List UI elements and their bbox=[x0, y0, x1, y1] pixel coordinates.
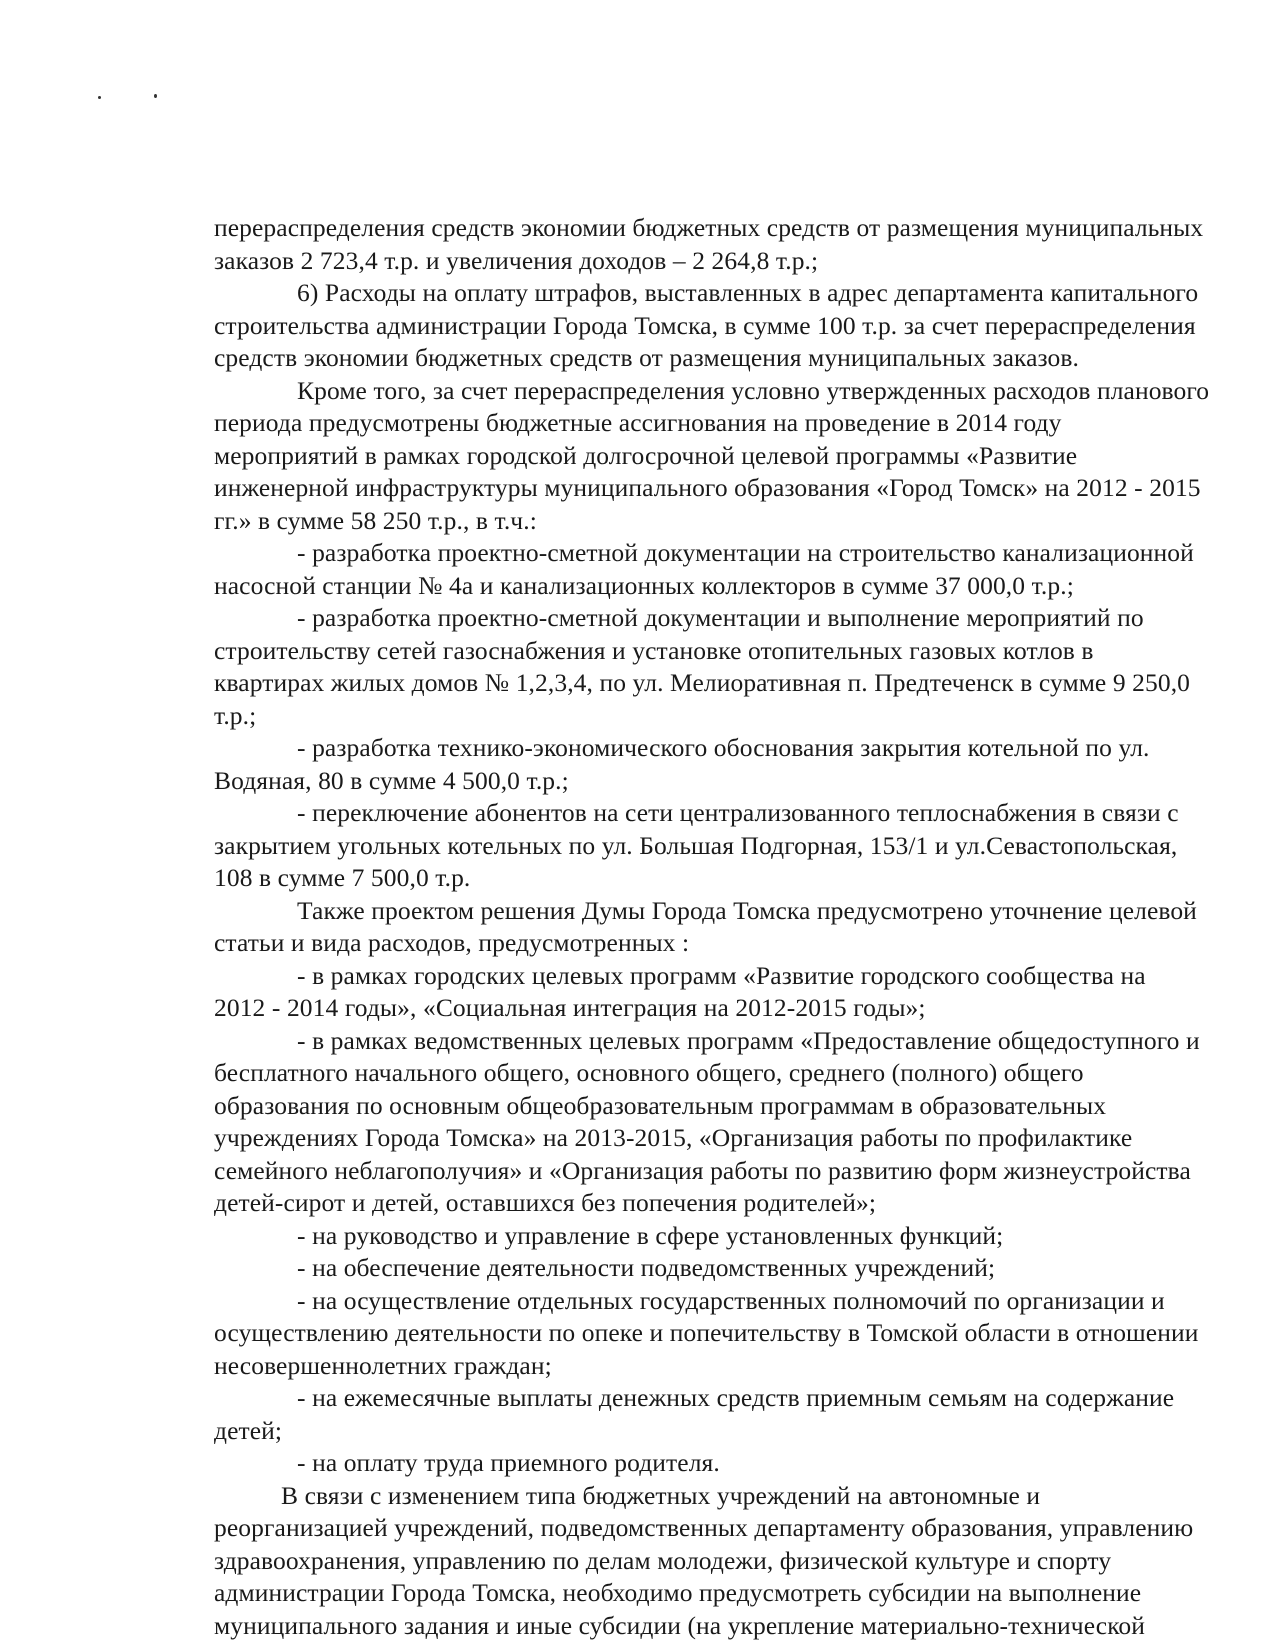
text-line: учреждениях Города Томска» на 2013-2015, «Организация работы по профилактике bbox=[214, 1123, 1133, 1152]
text-line: семейного неблагополучия» и «Организация работы по развитию форм жизнеустройства bbox=[214, 1155, 1191, 1185]
text-line: несовершеннолетних граждан; bbox=[214, 1350, 552, 1380]
text-line: строительства администрации Города Томска, в сумме 100 т.р. за счет перераспределения bbox=[214, 310, 1196, 340]
text-line: муниципального задания и иные субсидии (на укрепление материально-технической bbox=[214, 1610, 1145, 1640]
text-line: администрации Города Томска, необходимо предусмотреть субсидии на выполнение bbox=[214, 1578, 1142, 1607]
text-line: 108 в сумме 7 500,0 т.р. bbox=[214, 863, 471, 892]
text-line: заказов 2 723,4 т.р. и увеличения доходов – 2 264,8 т.р.; bbox=[214, 245, 819, 275]
text-line: детей-сирот и детей, оставшихся без попечения родителей»; bbox=[214, 1188, 877, 1217]
text-line: закрытием угольных котельных по ул. Большая Подгорная, 153/1 и ул.Севастопольская, bbox=[214, 830, 1178, 860]
scan-speck bbox=[154, 94, 157, 98]
text-line: строительству сетей газоснабжения и установке отопительных газовых котлов в bbox=[214, 635, 1094, 665]
text-line: - в рамках ведомственных целевых программ «Предоставление общедоступного и bbox=[297, 1025, 1200, 1055]
text-line: - на ежемесячные выплаты денежных средств приемным семьям на содержание bbox=[297, 1383, 1175, 1412]
text-line: статьи и вида расходов, предусмотренных : bbox=[214, 928, 690, 957]
text-line: - разработка проектно-сметной документации и выполнение мероприятий по bbox=[297, 603, 1144, 632]
text-line: инженерной инфраструктуры муниципального образования «Город Томск» на 2012 - 2015 bbox=[214, 473, 1201, 502]
text-line: детей; bbox=[214, 1415, 283, 1445]
text-line: - на осуществление отдельных государственных полномочий по организации и bbox=[297, 1285, 1165, 1315]
text-line: средств экономии бюджетных средств от размещения муниципальных заказов. bbox=[214, 343, 1079, 372]
text-line: перераспределения средств экономии бюджетных средств от размещения муниципальных bbox=[214, 213, 1204, 242]
text-line: здравоохранения, управлению по делам молодежи, физической культуре и спорту bbox=[214, 1545, 1112, 1575]
document-body bbox=[214, 212, 1275, 1642]
text-line: 2012 - 2014 годы», «Социальная интеграция на 2012-2015 годы»; bbox=[214, 993, 926, 1022]
text-line: В связи с изменением типа бюджетных учреждений на автономные и bbox=[281, 1480, 1041, 1510]
text-line: мероприятий в рамках городской долгосрочной целевой программы «Развитие bbox=[214, 440, 1078, 470]
text-line: осуществлению деятельности по опеке и попечительству в Томской области в отношении bbox=[214, 1318, 1199, 1347]
text-line: - на оплату труда приемного родителя. bbox=[297, 1448, 720, 1477]
text-line: периода предусмотрены бюджетные ассигнования на проведение в 2014 году bbox=[214, 408, 1062, 437]
text-line: - разработка технико-экономического обоснования закрытия котельной по ул. bbox=[297, 733, 1150, 762]
text-line: квартирах жилых домов № 1,2,3,4, по ул. Мелиоративная п. Предтеченск в сумме 9 250,0 bbox=[214, 668, 1191, 697]
text-line: образования по основным общеобразовательным программам в образовательных bbox=[214, 1090, 1107, 1120]
text-line: бесплатного начального общего, основного общего, среднего (полного) общего bbox=[214, 1058, 1084, 1087]
scan-speck bbox=[98, 96, 101, 99]
text-line: Также проектом решения Думы Города Томска предусмотрено уточнение целевой bbox=[297, 895, 1197, 925]
text-line: насосной станции № 4а и канализационных коллекторов в сумме 37 000,0 т.р.; bbox=[214, 570, 1074, 600]
text-line: 6) Расходы на оплату штрафов, выставленных в адрес департамента капитального bbox=[297, 278, 1199, 307]
text-line: - на руководство и управление в сфере установленных функций; bbox=[297, 1220, 1004, 1250]
text-line: т.р.; bbox=[214, 700, 257, 730]
text-line: - переключение абонентов на сети централизованного теплоснабжения в связи с bbox=[297, 798, 1179, 827]
text-line: гг.» в сумме 58 250 т.р., в т.ч.: bbox=[214, 505, 537, 535]
text-line: реорганизацией учреждений, подведомственных департаменту образования, управлению bbox=[214, 1513, 1194, 1542]
text-line: - на обеспечение деятельности подведомственных учреждений; bbox=[297, 1253, 996, 1282]
text-line: - в рамках городских целевых программ «Развитие городского сообщества на bbox=[297, 960, 1146, 990]
text-line: - разработка проектно-сметной документации на строительство канализационной bbox=[297, 538, 1194, 567]
text-line: Водяная, 80 в сумме 4 500,0 т.р.; bbox=[214, 765, 569, 795]
text-line: Кроме того, за счет перераспределения условно утвержденных расходов планового bbox=[297, 375, 1210, 405]
